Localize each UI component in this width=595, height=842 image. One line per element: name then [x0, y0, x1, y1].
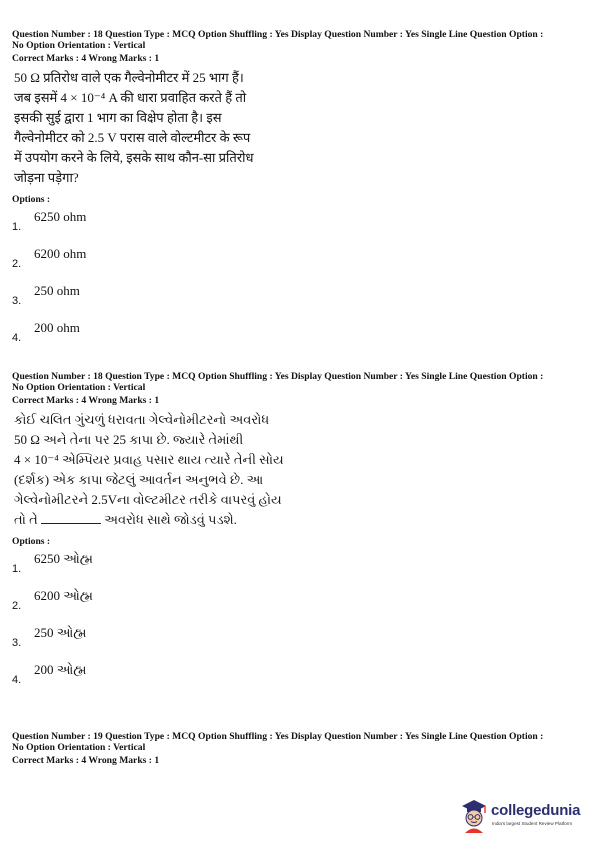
marks-line: Correct Marks : 4 Wrong Marks : 1 [12, 755, 160, 766]
option-item [12, 316, 587, 353]
question-block-gujarati [12, 372, 587, 695]
option-item [12, 242, 587, 279]
collegedunia-logo [458, 797, 590, 833]
question-text-fragment: અવરોધ સાથે જોડવું પડશે. [104, 511, 237, 527]
student-mascot-icon [458, 797, 488, 833]
question-meta-line: Question Number : 18 Question Type : MCQ Option Shuffling : Yes Display Question Number : Yes Single Line Question Option : [12, 371, 544, 382]
option-text: 6250 ઓહ્મ [34, 550, 93, 566]
option-number: 1. [12, 562, 22, 575]
question-text-line: કોઈ ચલિત ગુંચળું ધરાવતા ગેલ્વેનોમીટરનો અવરોધ [14, 411, 270, 427]
option-number: 2. [12, 599, 22, 612]
option-text: 200 ohm [34, 319, 80, 335]
question-meta-line: No Option Orientation : Vertical [12, 39, 146, 51]
question-block-next [12, 732, 587, 767]
option-text: 250 ohm [34, 282, 80, 298]
question-text-line: जब इसमें 4 × 10⁻⁴ A की धारा प्रवाहित करते हैं तो [14, 89, 247, 105]
question-meta-line: No Option Orientation : Vertical [12, 381, 146, 393]
option-text: 250 ઓહ્મ [34, 624, 87, 640]
question-text-line: 50 Ω અને તેના પર 25 કાપા છે. જ્યારે તેમાંથી [14, 431, 244, 447]
question-text-line: में उपयोग करने के लिये, इसके साथ कौन-सा प्रतिरोध [14, 149, 254, 165]
option-text: 6250 ohm [34, 208, 87, 224]
option-item [12, 621, 587, 658]
question-meta-line: Question Number : 19 Question Type : MCQ Option Shuffling : Yes Display Question Number : Yes Single Line Question Option : [12, 731, 544, 742]
option-text: 6200 ઓહ્મ [34, 587, 93, 603]
logo-wordmark: collegedunia [491, 802, 581, 819]
question-text-line: जोड़ना पड़ेगा? [14, 169, 79, 185]
options-label: Options : [12, 193, 51, 205]
question-text-line: 4 × 10⁻⁴ એમ્પિયર પ્રવાહ પસાર થાય ત્યારે તેની સોય [14, 451, 284, 467]
question-meta-line: No Option Orientation : Vertical [12, 741, 146, 753]
marks-line: Correct Marks : 4 Wrong Marks : 1 [12, 395, 160, 406]
question-text-line: ગેલ્વેનોમીટરને 2.5Vના વોલ્ટમીટર તરીકે વાપરવું હોય [14, 491, 282, 507]
option-number: 3. [12, 294, 22, 307]
option-text: 200 ઓહ્મ [34, 661, 87, 677]
question-text [12, 68, 587, 188]
question-meta-line: Question Number : 18 Question Type : MCQ Option Shuffling : Yes Display Question Number : Yes Single Line Question Option : [12, 29, 544, 40]
option-item [12, 205, 587, 242]
options-label: Options : [12, 535, 51, 547]
option-number: 3. [12, 636, 22, 649]
question-text-line: गैल्वेनोमीटर को 2.5 V परास वाले वोल्टमीटर के रूप [14, 129, 251, 145]
option-item [12, 658, 587, 695]
question-block-hindi [12, 30, 587, 353]
option-number: 1. [12, 220, 22, 233]
option-number: 4. [12, 331, 22, 344]
question-text-fragment: તો તે [14, 511, 38, 527]
fill-in-blank [41, 511, 101, 524]
option-item [12, 584, 587, 621]
option-item [12, 547, 587, 584]
question-text-line: 50 Ω प्रतिरोध वाले एक गैल्वेनोमीटर में 25 भाग हैं। [14, 69, 244, 85]
option-item [12, 279, 587, 316]
question-text-line-last [14, 510, 587, 530]
option-number: 2. [12, 257, 22, 270]
marks-line: Correct Marks : 4 Wrong Marks : 1 [12, 53, 160, 64]
question-text [12, 410, 587, 530]
logo-tagline: India's largest Student Review Platform [492, 821, 573, 826]
question-text-line: इसकी सुई द्वारा 1 भाग का विक्षेप होता है। इस [14, 109, 222, 125]
option-text: 6200 ohm [34, 245, 87, 261]
option-number: 4. [12, 673, 22, 686]
question-text-line: (દર્શક) એક કાપા જેટલું આવર્તન અનુભવે છે. આ [14, 471, 264, 487]
